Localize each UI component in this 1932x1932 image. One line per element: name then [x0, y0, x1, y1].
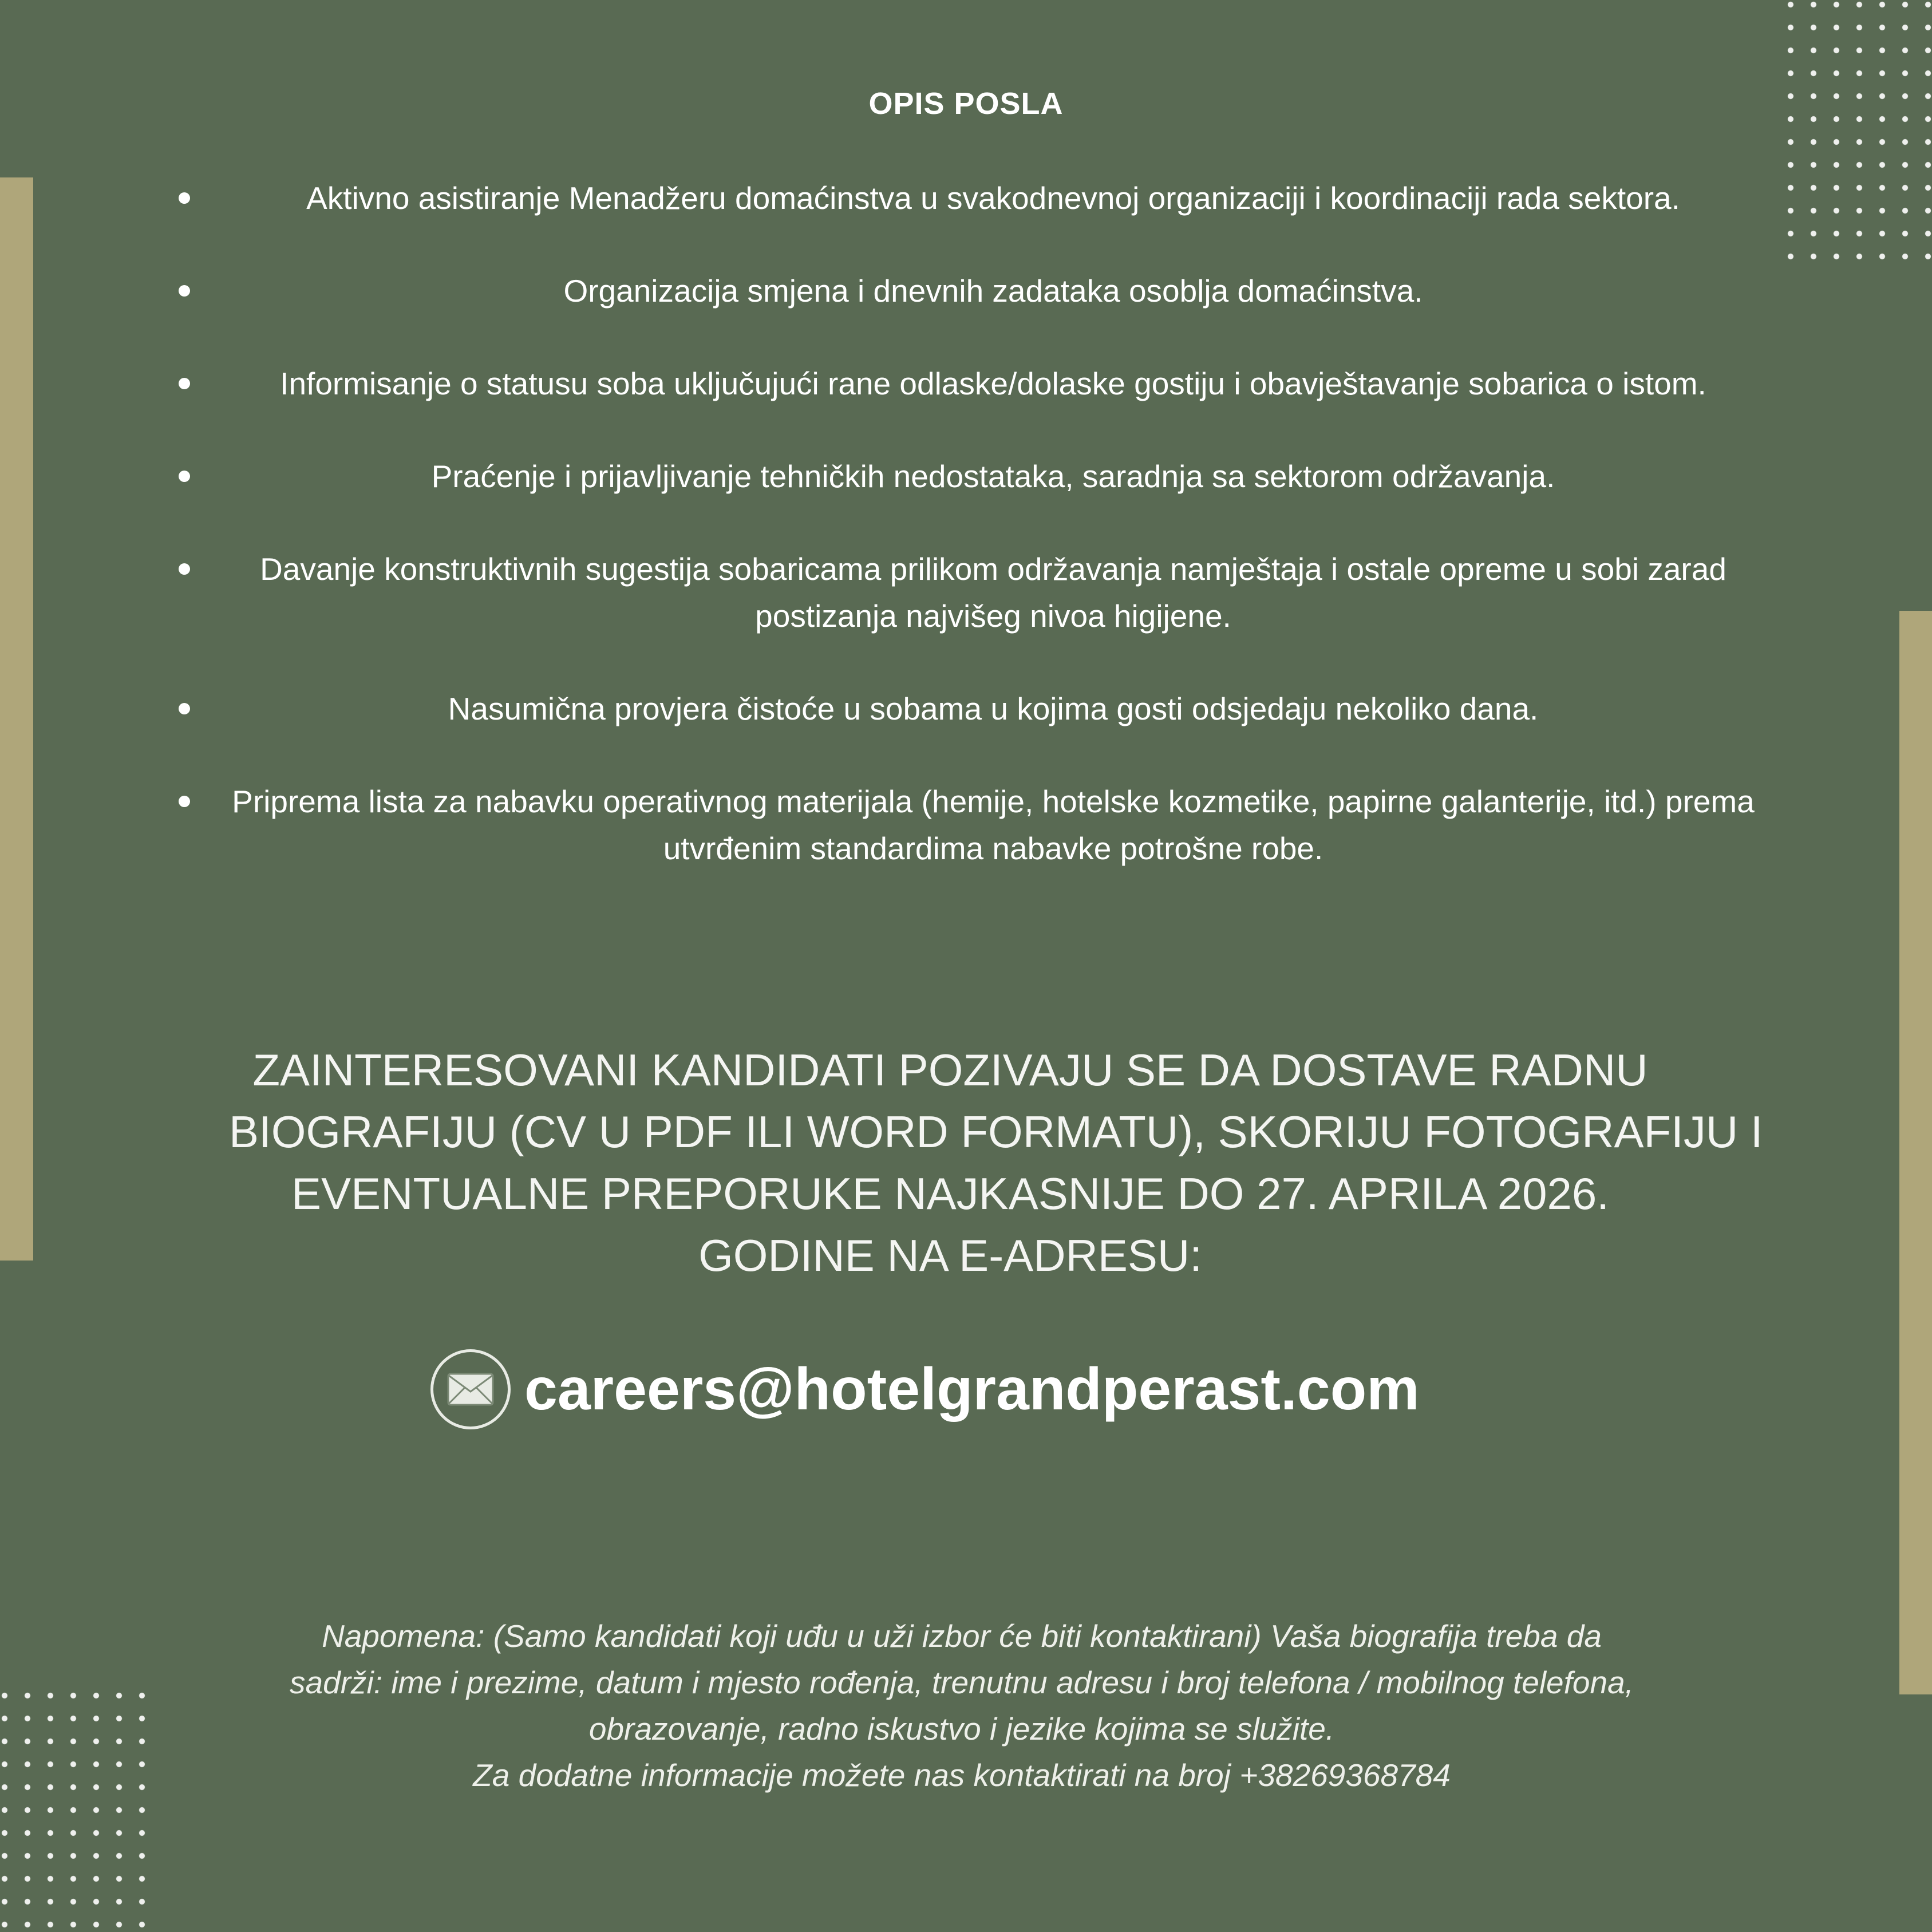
- duty-text: Priprema lista za nabavku operativnog materijala (hemije, hotelske kozmetike, papirne galanterije, itd.) prema utvrđenim standardima nabavke potrošne robe.: [232, 784, 1755, 866]
- list-item: [166, 267, 1769, 314]
- callout-line: EVENTUALNE PREPORUKE NAJKASNIJE DO 27. APRILA 2026.: [291, 1168, 1609, 1219]
- note-section: [172, 1613, 1752, 1799]
- bullet-icon: [179, 703, 190, 714]
- duties-list: [166, 175, 1769, 918]
- duty-text: Aktivno asistiranje Menadžeru domaćinstva u svakodnevnoj organizaciji i koordinaciji rada sektora.: [306, 180, 1680, 216]
- duty-text: Davanje konstruktivnih sugestija sobaricama prilikom održavanja namještaja i ostale opreme u sobi zarad postizanja najvišeg nivoa higijene.: [260, 551, 1726, 634]
- application-callout: [229, 1039, 1763, 1286]
- bullet-icon: [179, 285, 190, 297]
- callout-line: GODINE NA E-ADRESU:: [698, 1230, 1202, 1281]
- dot-pattern-top-right: [1779, 0, 1932, 272]
- callout-line: BIOGRAFIJU (CV U PDF ILI WORD FORMATU), SKORIJU FOTOGRAFIJU I: [229, 1107, 1763, 1157]
- duty-text: Praćenje i prijavljivanje tehničkih nedostataka, saradnja sa sektorom održavanja.: [431, 459, 1555, 494]
- bullet-icon: [179, 471, 190, 482]
- right-accent-bar: [1899, 611, 1932, 1694]
- note-line: Za dodatne informacije možete nas kontaktirati na broj +38269368784: [473, 1757, 1451, 1793]
- dot-pattern-bottom-left: [0, 1684, 155, 1932]
- bullet-icon: [179, 192, 190, 204]
- duty-text: Informisanje o statusu soba uključujući rane odlaske/dolaske gostiju i obavještavanje sobarica o istom.: [280, 366, 1706, 401]
- list-item: [166, 685, 1769, 732]
- duty-text: Nasumična provjera čistoće u sobama u kojima gosti odsjedaju nekoliko dana.: [448, 691, 1539, 726]
- list-item: [166, 546, 1769, 639]
- note-line: sadrži: ime i prezime, datum i mjesto rođenja, trenutnu adresu i broj telefona / mobilnog telefona,: [290, 1665, 1634, 1700]
- envelope-icon-graphic: [447, 1372, 495, 1406]
- duty-text: Organizacija smjena i dnevnih zadataka osoblja domaćinstva.: [563, 273, 1423, 309]
- email-contact: [430, 1346, 1420, 1432]
- page-title: OPIS POSLA: [868, 86, 1064, 121]
- list-item: [166, 778, 1769, 872]
- note-line: Napomena: (Samo kandidati koji uđu u uži izbor će biti kontaktirani) Vaša biografija treba da: [322, 1618, 1602, 1654]
- note-line: obrazovanje, radno iskustvo i jezike kojima se služite.: [588, 1711, 1335, 1747]
- list-item: [166, 175, 1769, 222]
- list-item: [166, 453, 1769, 500]
- envelope-icon: [430, 1349, 511, 1429]
- callout-line: ZAINTERESOVANI KANDIDATI POZIVAJU SE DA DOSTAVE RADNU: [252, 1045, 1648, 1095]
- list-item: [166, 360, 1769, 407]
- bullet-icon: [179, 378, 190, 389]
- bullet-icon: [179, 796, 190, 807]
- email-link[interactable]: careers@hotelgrandperast.com: [524, 1356, 1420, 1423]
- left-accent-bar: [0, 177, 33, 1261]
- bullet-icon: [179, 563, 190, 575]
